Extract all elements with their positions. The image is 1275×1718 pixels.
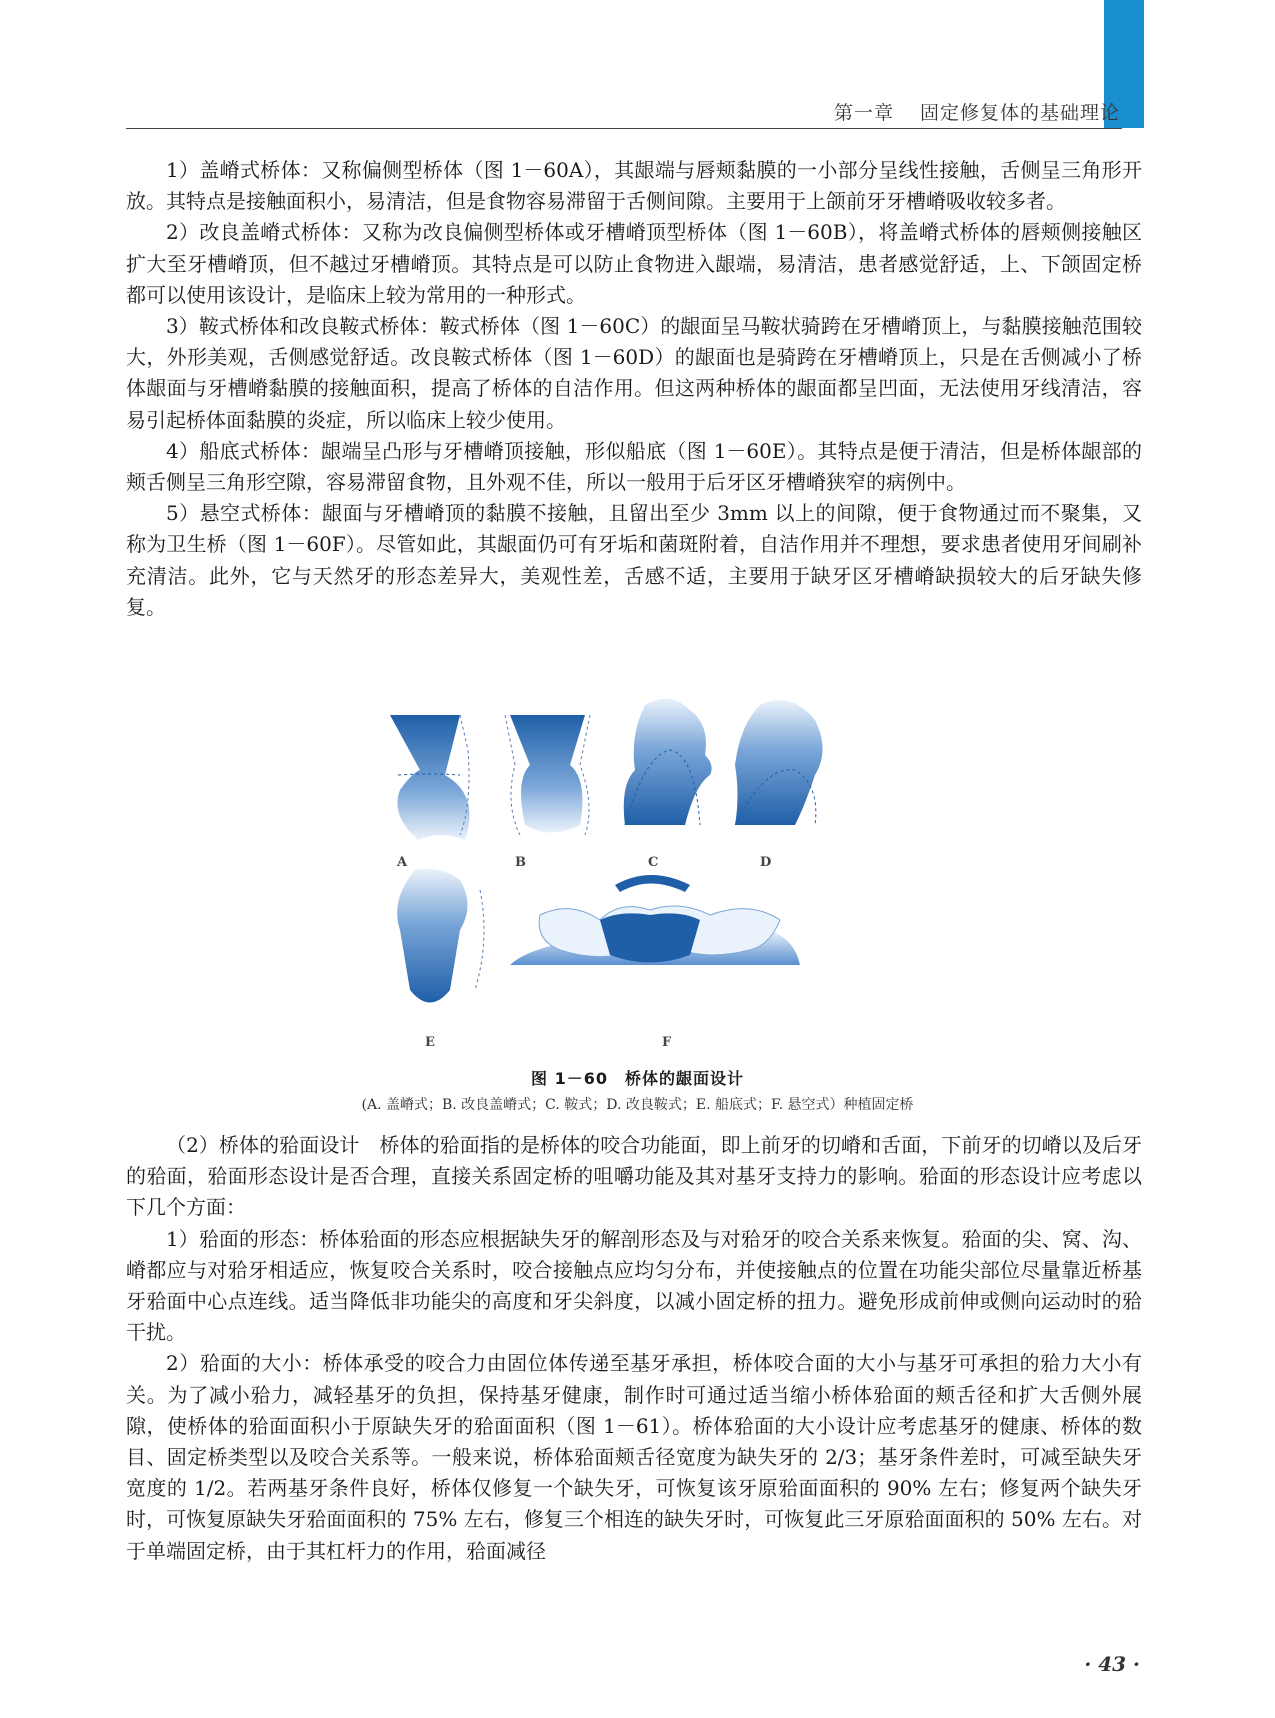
label-a: A [397, 855, 408, 870]
pontic-d-drawing [735, 700, 823, 825]
paragraph: 5）悬空式桥体：龈面与牙槽嵴顶的黏膜不接触，且留出至少 3mm 以上的间隙，便于食物通过而不聚集，又称为卫生桥（图 1－60F）。尽管如此，其龈面仍可有牙垢和菌斑附着，自洁作用并不理想，要求患者使用牙间刷补充清洁。此外，它与天然牙的形态差异大，美观性差，舌感不适，主要用于缺牙区牙槽嵴缺损较大的后牙缺失修复。 [126, 501, 1142, 619]
label-b: B [515, 855, 526, 870]
pontic-c-drawing [624, 699, 712, 825]
page-number: · 43 · [1084, 1652, 1140, 1676]
body-text-top [126, 155, 1142, 623]
paragraph: 2）𬌗面的大小：桥体承受的咬合力由固位体传递至基牙承担，桥体咬合面的大小与基牙可承担的𬌗力大小有关。为了减小𬌗力，减轻基牙的负担，保持基牙健康，制作时可通过适当缩小桥体𬌗面的颊舌径和扩大舌侧外展隙，使桥体的𬌗面面积小于原缺失牙的𬌗面面积（图 1－61）。桥体𬌗面的大小设计应考虑基牙的健康、桥体的数目、固定桥类型以及咬合关系等。一般来说，桥体𬌗面颊舌径宽度为缺失牙的 2/3；基牙条件差时，可减至缺失牙宽度的 1/2。若两基牙条件良好，桥体仅修复一个缺失牙，可恢复该牙原𬌗面面积的 90% 左右；修复两个缺失牙时，可恢复原缺失牙𬌗面面积的 75% 左右，修复三个相连的缺失牙时，可恢复此三牙原𬌗面面积的 50% 左右。对于单端固定桥，由于其杠杆力的作用，𬌗面减径 [126, 1351, 1142, 1563]
paragraph: 2）改良盖嵴式桥体：又称为改良偏侧型桥体或牙槽嵴顶型桥体（图 1－60B），将盖嵴式桥体的唇颊侧接触区扩大至牙槽嵴顶，但不越过牙槽嵴顶。其特点是可以防止食物进入龈端，易清洁，患者感觉舒适，上、下颌固定桥都可以使用该设计，是临床上较为常用的一种形式。 [126, 220, 1142, 307]
label-e: E [425, 1035, 435, 1050]
chapter-number: 第一章 [833, 102, 894, 124]
body-text-bottom [126, 1130, 1142, 1567]
paragraph: （2）桥体的𬌗面设计 桥体的𬌗面指的是桥体的咬合功能面，即上前牙的切嵴和舌面，下前牙的切嵴以及后牙的𬌗面，𬌗面形态设计是否合理，直接关系固定桥的咀嚼功能及其对基牙支持力的影响。𬌗面的形态设计应考虑以下几个方面： [126, 1133, 1142, 1220]
figure-pontic-designs [390, 695, 890, 1050]
label-f: F [662, 1035, 672, 1050]
running-header [834, 98, 1120, 125]
pontic-illustration [390, 695, 890, 1045]
paragraph: 1）𬌗面的形态：桥体𬌗面的形态应根据缺失牙的解剖形态及与对𬌗牙的咬合关系来恢复。𬌗面的尖、窝、沟、嵴都应与对𬌗牙相适应，恢复咬合关系时，咬合接触点应均匀分布，并使接触点的位置在功能尖部位尽量靠近桥基牙𬌗面中心点连线。适当降低非功能尖的高度和牙尖斜度，以减小固定桥的扭力。避免形成前伸或侧向运动时的𬌗干扰。 [126, 1226, 1142, 1345]
pontic-a-drawing [390, 715, 470, 840]
figure-caption: 图 1－60 桥体的龈面设计 [531, 1069, 744, 1088]
pontic-f-drawing [510, 875, 800, 965]
figure-subcaption: (A. 盖嵴式；B. 改良盖嵴式；C. 鞍式；D. 改良鞍式；E. 船底式；F. 悬空式）种植固定桥 [361, 1097, 914, 1113]
label-c: C [648, 855, 659, 870]
paragraph: 4）船底式桥体：龈端呈凸形与牙槽嵴顶接触，形似船底（图 1－60E）。其特点是便于清洁，但是桥体龈部的颊舌侧呈三角形空隙，容易滞留食物，且外观不佳，所以一般用于后牙区牙槽嵴狭窄的病例中。 [126, 438, 1142, 495]
chapter-title: 固定修复体的基础理论 [919, 102, 1120, 124]
header-rule [126, 128, 1122, 129]
label-d: D [760, 855, 772, 870]
pontic-b-drawing [505, 715, 590, 835]
paragraph: 3）鞍式桥体和改良鞍式桥体：鞍式桥体（图 1－60C）的龈面呈马鞍状骑跨在牙槽嵴顶上，与黏膜接触范围较大，外形美观，舌侧感觉舒适。改良鞍式桥体（图 1－60D）的龈面也是骑跨在牙槽嵴顶上，只是在舌侧减小了桥体龈面与牙槽嵴黏膜的接触面积，提高了桥体的自洁作用。但这两种桥体的龈面都呈凹面，无法使用牙线清洁，容易引起桥体面黏膜的炎症，所以临床上较少使用。 [126, 314, 1142, 432]
pontic-e-drawing [390, 869, 484, 1003]
paragraph: 1）盖嵴式桥体：又称偏侧型桥体（图 1－60A），其龈端与唇颊黏膜的一小部分呈线性接触，舌侧呈三角形开放。其特点是接触面积小，易清洁，但是食物容易滞留于舌侧间隙。主要用于上颌前牙牙槽嵴吸收较多者。 [126, 158, 1142, 214]
